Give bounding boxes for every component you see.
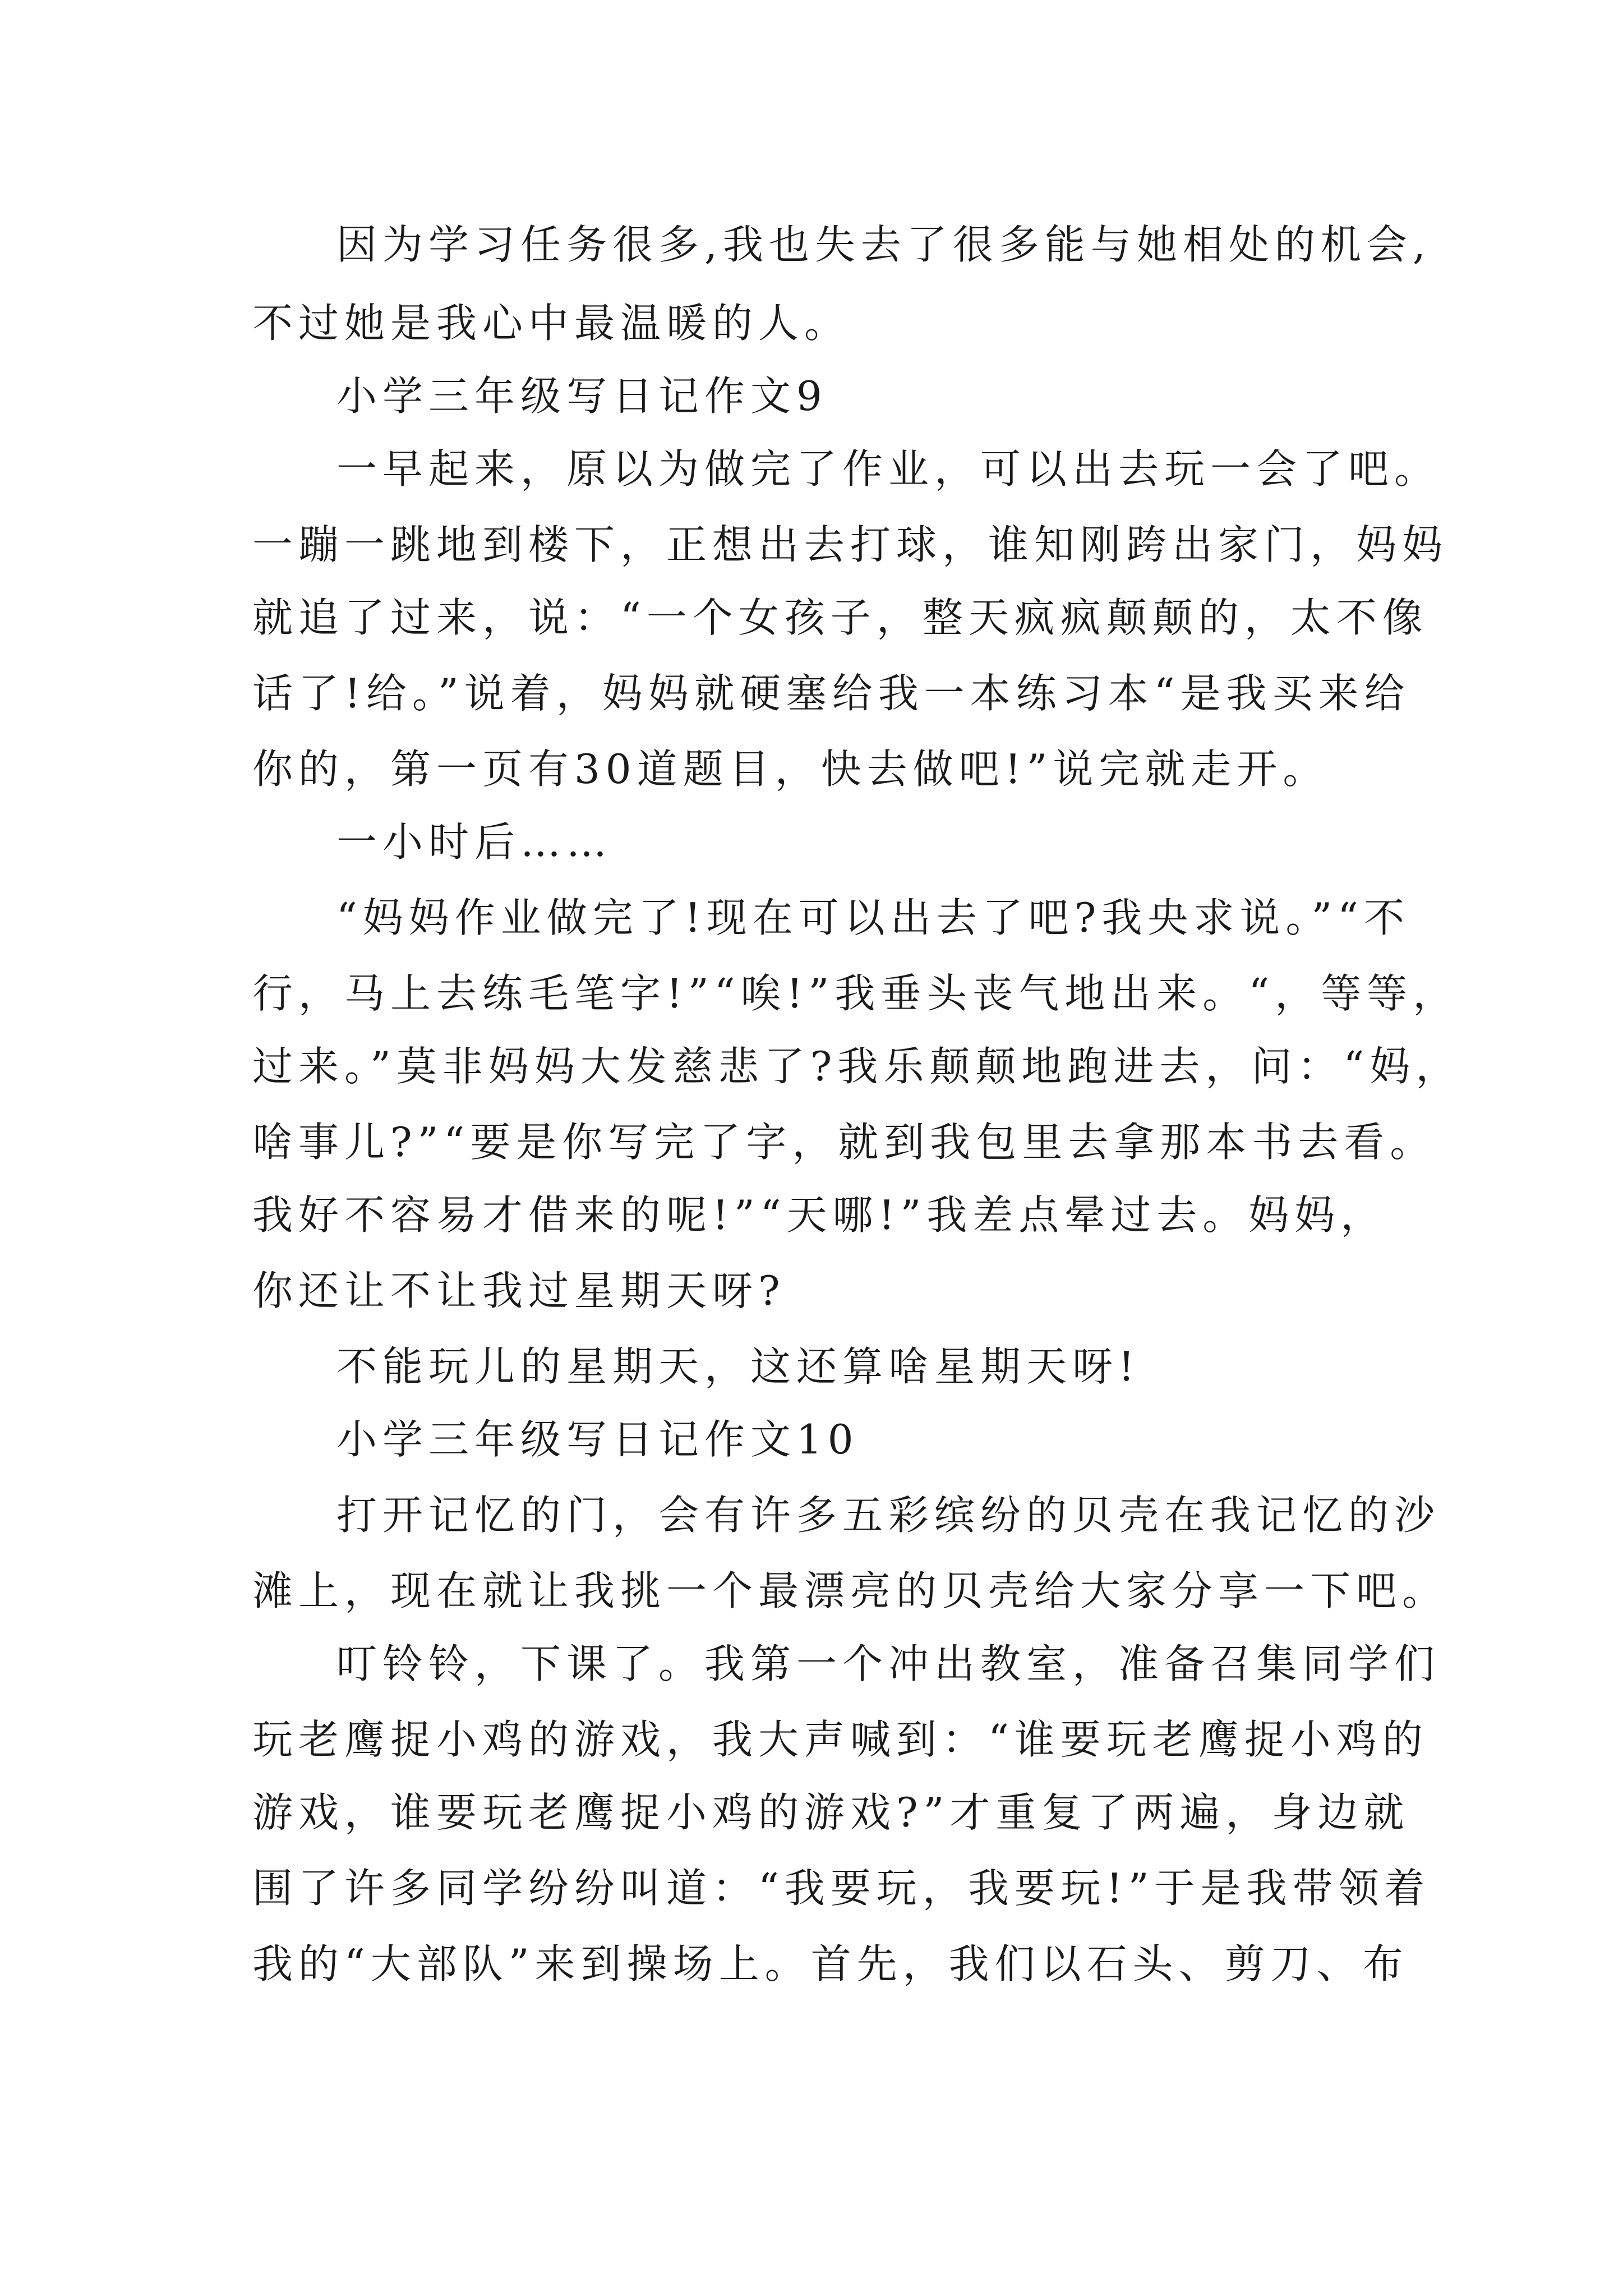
text-line: 因为学习任务很多,我也失去了很多能与她相处的机会, [336,221,1431,268]
text-line: 就追了过来，说：“一个女孩子，整天疯疯颠颠的，太不像 [252,594,1428,641]
text-line: 我的“大部队”来到操场上。首先，我们以石头、剪刀、布 [252,1940,1409,1987]
section-heading: 小学三年级写日记作文9 [336,372,828,420]
text-line: 玩老鹰捉小鸡的游戏，我大声喊到：“谁要玩老鹰捉小鸡的 [252,1716,1428,1763]
section-heading: 小学三年级写日记作文10 [336,1416,859,1463]
text-line: “妈妈作业做完了!现在可以出去了吧?我央求说。”“不 [336,894,1410,941]
text-line: 滩上，现在就让我挑一个最漂亮的贝壳给大家分享一下吧。 [252,1567,1449,1614]
text-line: 话了!给。”说着，妈妈就硬塞给我一本练习本“是我买来给 [252,670,1410,717]
text-line: 啥事儿?”“要是你写完了字，就到我包里去拿那本书去看。 [252,1119,1436,1166]
text-line: 你还让不让我过星期天呀? [252,1267,786,1314]
text-line: 行，马上去练毛笔字!”“唉!”我垂头丧气地出来。“，等等， [252,970,1459,1017]
text-line: 围了许多同学纷纷叫道：“我要玩，我要玩!”于是我带领着 [252,1865,1431,1912]
text-line: 一蹦一跳地到楼下，正想出去打球，谁知刚跨出家门，妈妈 [252,521,1449,568]
text-line: 一早起来，原以为做完了作业，可以出去玩一会了吧。 [336,445,1441,493]
text-line: 不过她是我心中最温暖的人。 [252,300,851,347]
text-line: 我好不容易才借来的呢!”“天哪!”我差点晕过去。妈妈， [252,1191,1387,1239]
text-line: 一小时后…… [336,818,613,866]
text-line: 过来。”莫非妈妈大发慈悲了?我乐颠颠地跑进去，问：“妈， [252,1043,1462,1090]
text-line: 你的，第一页有30道题目，快去做吧!”说完就走开。 [252,746,1329,793]
text-line: 游戏，谁要玩老鹰捉小鸡的游戏?”才重复了两遍，身边就 [252,1789,1410,1836]
text-line: 叮铃铃，下课了。我第一个冲出教室，准备召集同学们 [336,1640,1441,1687]
text-line: 不能玩儿的星期天，这还算啥星期天呀! [336,1343,1140,1390]
text-line: 打开记忆的门，会有许多五彩缤纷的贝壳在我记忆的沙 [336,1492,1441,1539]
